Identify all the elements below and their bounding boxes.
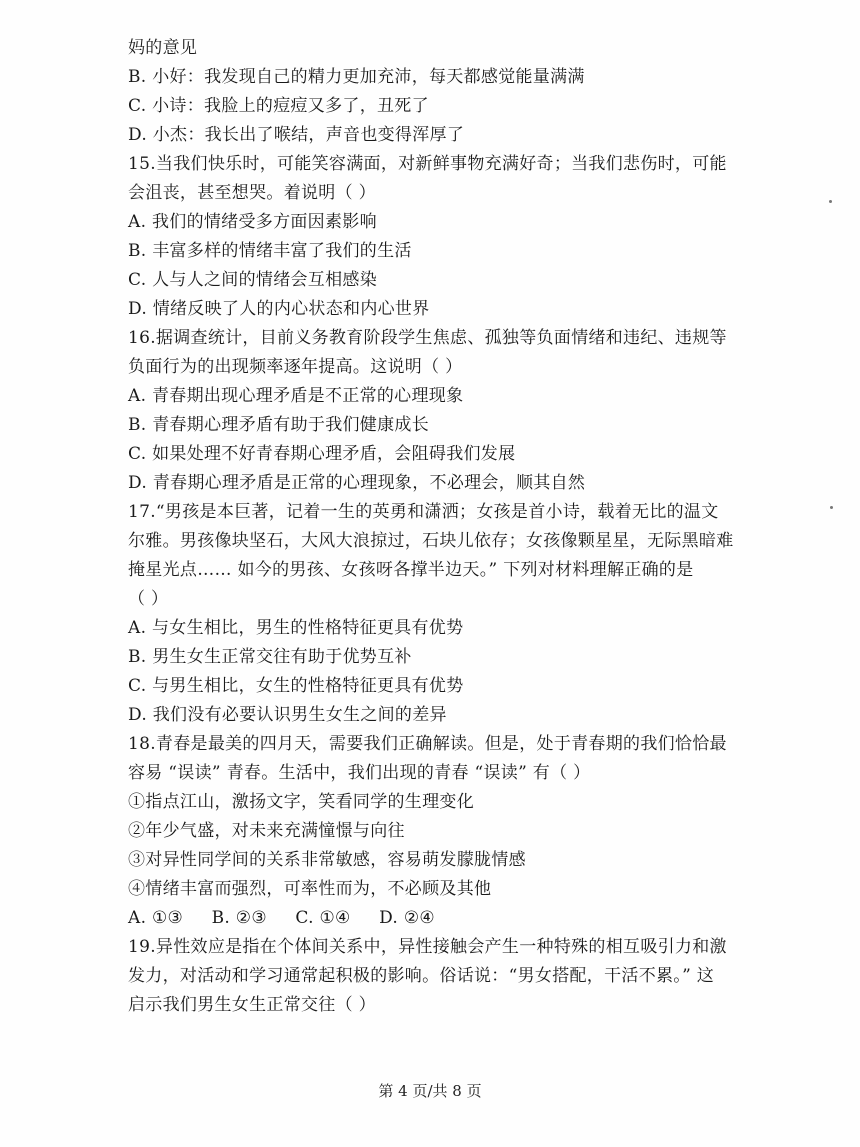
question-continuation-text: 妈的意见 <box>128 38 198 58</box>
q17-option-c: C. 与男生相比，女生的性格特征更具有优势 <box>128 676 464 696</box>
scan-speck <box>829 200 832 203</box>
page-number-footer: 第 4 页/共 8 页 <box>378 1082 482 1100</box>
question-17-stem-line-1: 17.“男孩是本巨著，记着一生的英勇和潇洒；女孩是首小诗，载着无比的温文 <box>128 502 719 522</box>
question-19-stem-line-3: 启示我们男生女生正常交往（ ） <box>128 995 376 1015</box>
question-16-stem-line-1: 16.据调查统计，目前义务教育阶段学生焦虑、孤独等负面情绪和违纪、违规等 <box>128 328 727 348</box>
question-15-stem-line-1: 15.当我们快乐时，可能笑容满面，对新鲜事物充满好奇；当我们悲伤时，可能 <box>128 154 727 174</box>
q15-option-c: C. 人与人之间的情绪会互相感染 <box>128 270 378 290</box>
q16-option-d: D. 青春期心理矛盾是正常的心理现象，不必理会，顺其自然 <box>128 473 586 493</box>
question-17-stem-line-2: 尔雅。男孩像块坚石，大风大浪掠过，石块儿依存；女孩像颗星星，无际黑暗难 <box>128 531 734 551</box>
page-content <box>128 34 734 1020</box>
question-19-stem-line-2: 发力，对活动和学习通常起积极的影响。俗话说：“男女搭配，干活不累。” 这 <box>128 966 715 986</box>
q16-option-c: C. 如果处理不好青春期心理矛盾，会阻碍我们发展 <box>128 444 516 464</box>
q15-option-b: B. 丰富多样的情绪丰富了我们的生活 <box>128 241 412 261</box>
q17-option-d: D. 我们没有必要认识男生女生之间的差异 <box>128 705 447 725</box>
question-17-stem-line-4: （ ） <box>128 589 169 609</box>
q18-item-4: ④情绪丰富而强烈，可率性而为，不必顾及其他 <box>128 879 492 899</box>
question-18-stem-line-2: 容易 “误读” 青春。生活中，我们出现的青春 “误读” 有（ ） <box>128 763 591 783</box>
q18-options: A. ①③ B. ②③ C. ①④ D. ②④ <box>128 908 435 928</box>
q17-option-a: A. 与女生相比，男生的性格特征更具有优势 <box>128 618 464 638</box>
question-15-stem-line-2: 会沮丧，甚至想哭。着说明（ ） <box>128 183 376 203</box>
option-b: B. 小好：我发现自己的精力更加充沛，每天都感觉能量满满 <box>128 67 585 87</box>
scan-speck <box>830 506 833 509</box>
q16-option-b: B. 青春期心理矛盾有助于我们健康成长 <box>128 415 429 435</box>
q15-option-a: A. 我们的情绪受多方面因素影响 <box>128 212 377 232</box>
option-d: D. 小杰：我长出了喉结，声音也变得浑厚了 <box>128 125 465 145</box>
q16-option-a: A. 青春期出现心理矛盾是不正常的心理现象 <box>128 386 464 406</box>
q18-item-3: ③对异性同学间的关系非常敏感，容易萌发朦胧情感 <box>128 850 526 870</box>
q18-item-2: ②年少气盛，对未来充满憧憬与向往 <box>128 821 405 841</box>
q18-item-1: ①指点江山，激扬文字，笑看同学的生理变化 <box>128 792 474 812</box>
option-c: C. 小诗：我脸上的痘痘又多了，丑死了 <box>128 96 429 116</box>
question-17-stem-line-3: 掩星光点…… 如今的男孩、女孩呀各撑半边天。” 下列对材料理解正确的是 <box>128 560 694 580</box>
question-18-stem-line-1: 18.青春是最美的四月天，需要我们正确解读。但是，处于青春期的我们恰恰最 <box>128 734 727 754</box>
question-16-stem-line-2: 负面行为的出现频率逐年提高。这说明（ ） <box>128 357 463 377</box>
question-19-stem-line-1: 19.异性效应是指在个体间关系中，异性接触会产生一种特殊的相互吸引力和激 <box>128 937 727 957</box>
q15-option-d: D. 情绪反映了人的内心状态和内心世界 <box>128 299 430 319</box>
q17-option-b: B. 男生女生正常交往有助于优势互补 <box>128 647 412 667</box>
